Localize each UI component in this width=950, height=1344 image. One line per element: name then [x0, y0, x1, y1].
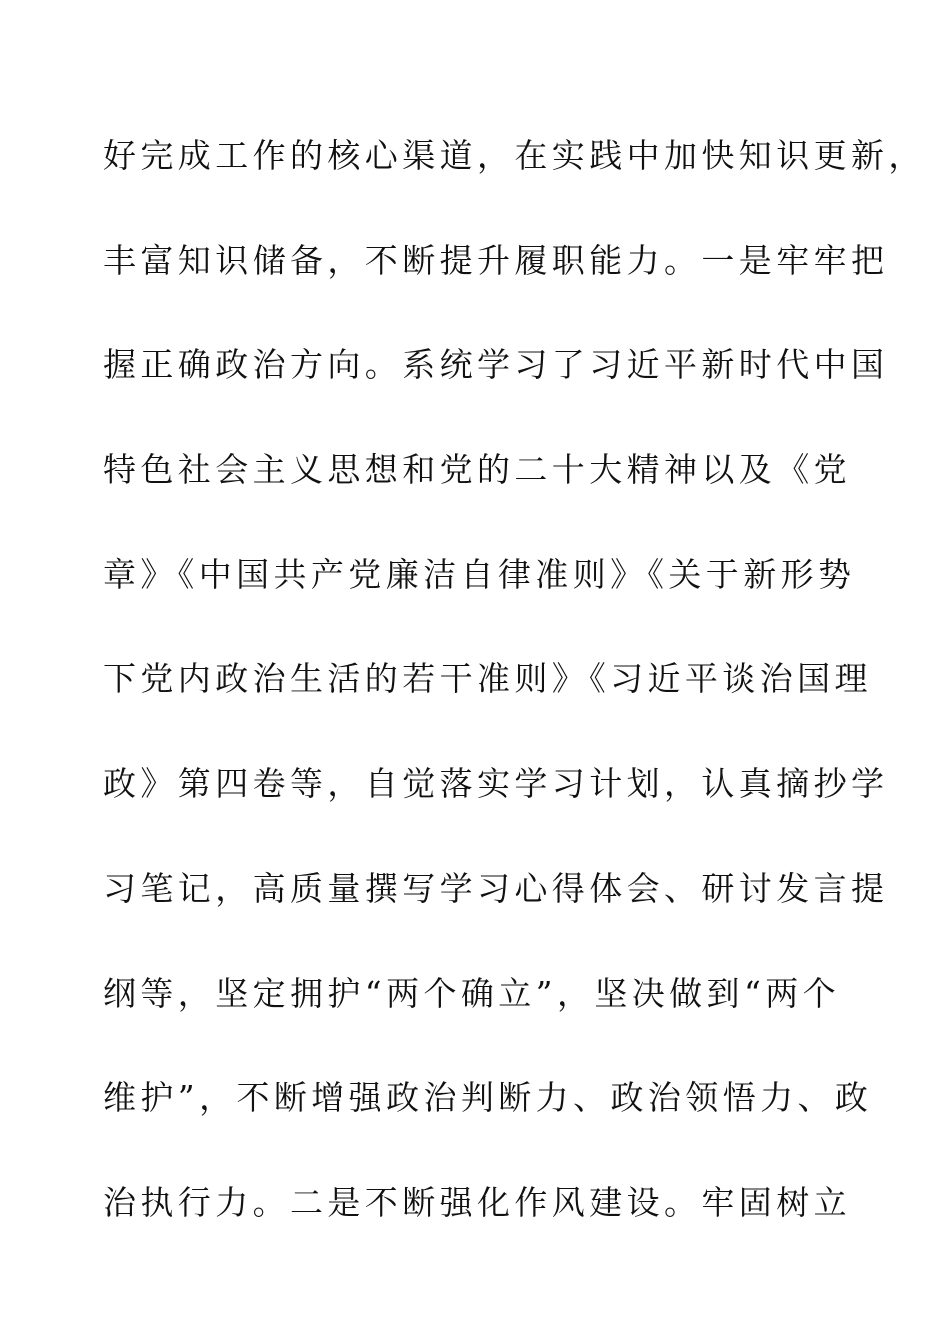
text-line: 习笔记，高质量撰写学习心得体会、研讨发言提 — [103, 868, 889, 908]
text-line: 维护”，不断增强政治判断力、政治领悟力、政 — [103, 1078, 873, 1118]
text-line: 章》《中国共产党廉洁自律准则》《关于新形势 — [103, 554, 856, 594]
text-line: 下党内政治生活的若干准则》《习近平谈治国理 — [103, 659, 872, 699]
body-paragraph — [103, 128, 926, 1280]
text-line: 纲等，坚定拥护“两个确立”，坚决做到“两个 — [103, 973, 841, 1013]
text-line: 政》第四卷等，自觉落实学习计划，认真摘抄学 — [103, 764, 889, 804]
text-line: 好完成工作的核心渠道，在实践中加快知识更新， — [103, 136, 926, 175]
text-line: 握正确政治方向。系统学习了习近平新时代中国 — [103, 345, 889, 385]
text-line: 治执行力。二是不断强化作风建设。牢固树立 — [103, 1182, 851, 1222]
text-line: 丰富知识储备，不断提升履职能力。一是牢牢把 — [103, 240, 889, 280]
text-line: 特色社会主义思想和党的二十大精神以及《党 — [103, 450, 851, 490]
